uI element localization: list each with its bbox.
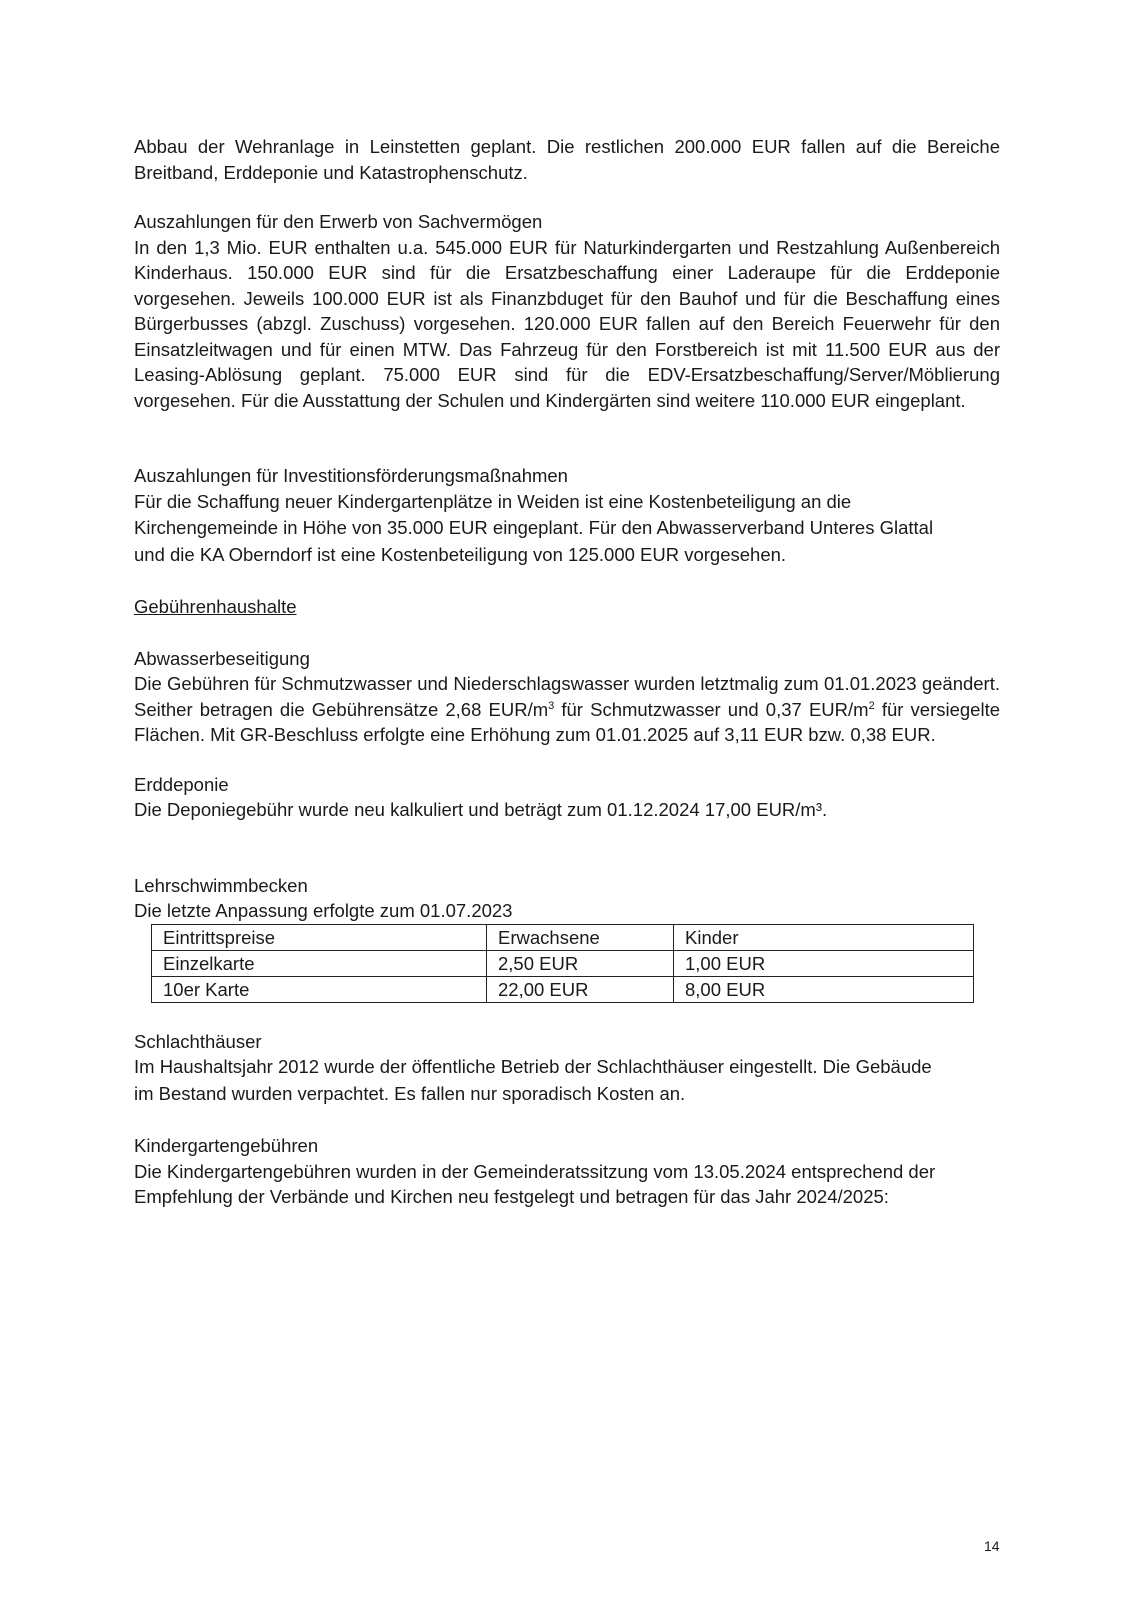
abwasser-paragraph: [134, 671, 1000, 748]
lehrschwimmbecken-heading: Lehrschwimmbecken: [134, 874, 308, 896]
erddeponie-paragraph: Die Deponiegebühr wurde neu kalkuliert und beträgt zum 01.12.2024 17,00 EUR/m³.: [134, 799, 828, 820]
table-cell: 8,00 EUR: [674, 976, 974, 1002]
table-row: [152, 976, 974, 1002]
investitionsfoerderung-line-2: Kirchengemeinde in Höhe von 35.000 EUR eingeplant. Für den Abwasserverband Unteres Glattal: [134, 517, 934, 538]
sachvermoegen-heading: Auszahlungen für den Erwerb von Sachvermögen: [134, 211, 543, 232]
schlachthaeuser-line-2: im Bestand wurden verpachtet. Es fallen nur sporadisch Kosten an.: [134, 1082, 686, 1104]
investitionsfoerderung-paragraph: [134, 489, 1000, 569]
table-row: [152, 950, 974, 976]
document-page: [134, 134, 1000, 1210]
investitionsfoerderung-line-1: Für die Schaffung neuer Kindergartenplätze in Weiden ist eine Kostenbeteiligung an die: [134, 490, 852, 512]
table-cell: 2,50 EUR: [487, 950, 674, 976]
eintrittspreise-table: [151, 924, 974, 1003]
table-cell: 22,00 EUR: [487, 976, 674, 1002]
investitionsfoerderung-line-3: und die KA Oberndorf ist eine Kostenbeteiligung von 125.000 EUR vorgesehen.: [134, 543, 787, 565]
schlachthaeuser-paragraph: [134, 1054, 1000, 1107]
gebuehrenhaushalte-heading: Gebührenhaushalte: [134, 596, 297, 617]
table-cell: 1,00 EUR: [674, 950, 974, 976]
kindergarten-paragraph: Die Kindergartengebühren wurden in der Gemeinderatssitzung vom 13.05.2024 entsprechend der Empfehlung der Verbände und Kirchen neu festgelegt und betragen für das Jahr 2024/2025:: [134, 1160, 936, 1207]
abwasser-text-c: für versiegelte Flächen. Mit GR-Beschluss erfolgte eine Erhöhung zum 01.01.2025 auf 3,11 EUR bzw. 0,38 EUR.: [134, 698, 1001, 745]
schlachthaeuser-line-1: Im Haushaltsjahr 2012 wurde der öffentliche Betrieb der Schlachthäuser eingestellt. Die Gebäude: [134, 1056, 932, 1077]
abwasser-sup-b: 2: [868, 699, 875, 712]
abwasser-sup-a: 3: [548, 699, 555, 712]
table-header-cell: Eintrittspreise: [152, 924, 487, 950]
table-cell: 10er Karte: [152, 976, 487, 1002]
sachvermoegen-paragraph: In den 1,3 Mio. EUR enthalten u.a. 545.000 EUR für Naturkindergarten und Restzahlung Außenbereich Kinderhaus. 150.000 EUR sind für die Ersatzbeschaffung einer Laderaupe für die Erddeponie vorgesehen. Jeweils 100.000 EUR ist als Finanzbduget für den Bauhof und für die Beschaffung eines Bürgerbusses (abzgl. Zuschuss) vorgesehen. 120.000 EUR fallen auf den Bereich Feuerwehr für den Einsatzleitwagen und für einen MTW. Das Fahrzeug für den Forstbereich ist mit 11.500 EUR aus der Leasing-Ablösung geplant. 75.000 EUR sind für die EDV-Ersatzbeschaffung/Server/Möblierung vorgesehen. Für die Ausstattung der Schulen und Kindergärten sind weitere 110.000 EUR eingeplant.: [134, 236, 1000, 411]
abwasser-heading: Abwasserbeseitigung: [134, 647, 310, 669]
intro-paragraph: Abbau der Wehranlage in Leinstetten geplant. Die restlichen 200.000 EUR fallen auf die Bereiche Breitband, Erddeponie und Katastrophenschutz.: [134, 136, 1000, 183]
kindergarten-heading: Kindergartengebühren: [134, 1135, 319, 1156]
page-number: 14: [984, 1538, 1000, 1554]
abwasser-text-b: für Schmutzwasser und 0,37 EUR/m: [554, 698, 869, 720]
table-header-row: [152, 924, 974, 950]
lehrschwimmbecken-paragraph: Die letzte Anpassung erfolgte zum 01.07.2023: [134, 900, 513, 921]
table-header-cell: Erwachsene: [487, 924, 674, 950]
table-cell: Einzelkarte: [152, 950, 487, 976]
erddeponie-heading: Erddeponie: [134, 773, 229, 795]
abwasser-text-a: Die Gebühren für Schmutzwasser und Niederschlagswasser wurden letztmalig zum 01.01.2023 geändert. Seither betragen die Gebührensätze 2,68 EUR/m: [134, 673, 1000, 720]
schlachthaeuser-heading: Schlachthäuser: [134, 1030, 262, 1052]
table-header-cell: Kinder: [674, 924, 974, 950]
investitionsfoerderung-heading: Auszahlungen für Investitionsförderungsmaßnahmen: [134, 465, 568, 486]
